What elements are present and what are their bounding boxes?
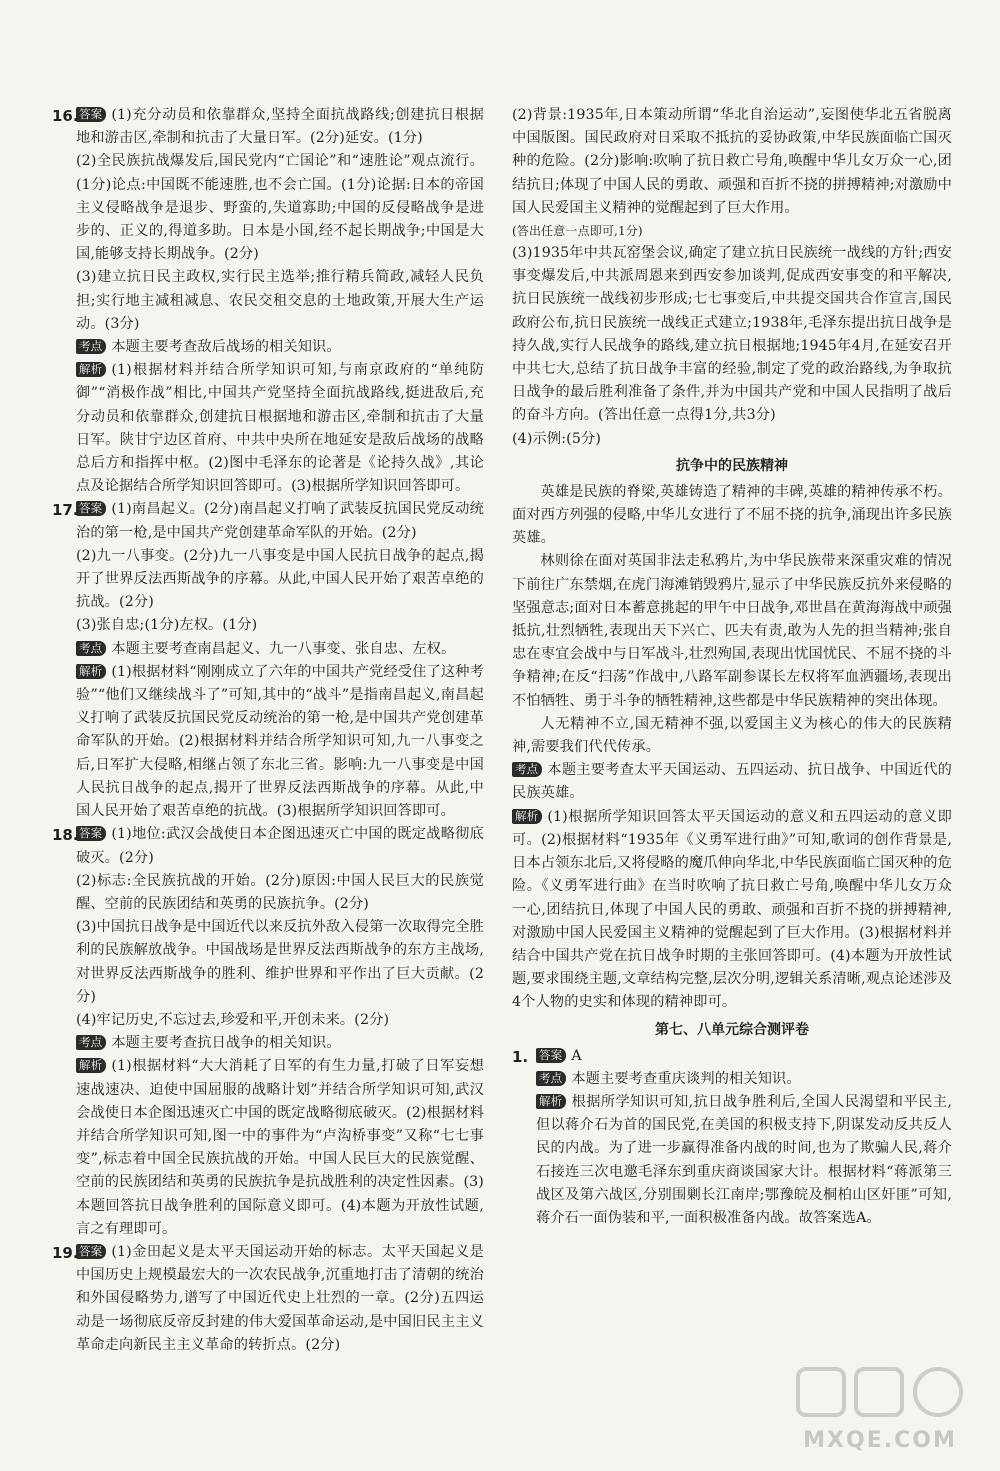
section-title: 第七、八单元综合测评卷 [655, 1021, 809, 1038]
jiexi-tag: 解析 [76, 362, 106, 377]
essay-title: 抗争中的民族精神 [676, 457, 788, 474]
answer-tag: 答案 [76, 501, 106, 516]
answer-tag: 答案 [76, 107, 106, 122]
jiexi-text: (1)根据材料并结合所学知识可知,与南京政府的“单纯防御”“消极作战”相比,中国共产党坚持全面抗战路线,挺进敌后,充分动员和依靠群众,创建抗日根据地和游击区,牵制和抗击了大量日军。陕甘宁边区首府、中共中央所在地延安是敌后战场的战略总后方和指挥中枢。(2)图中毛泽东的论著是《论持久战》,其论点及论据结合所学知识回答即可。(3)根据所学知识回答即可。 [76, 362, 484, 495]
essay-paragraph: 人无精神不立,国无精神不强,以爱国主义为核心的伟大的民族精神,需要我们代代传承。 [512, 715, 952, 756]
answer-tag: 答案 [76, 1244, 106, 1259]
essay-paragraph: 英雄是民族的脊梁,英雄铸造了精神的丰碑,英雄的精神传承不朽。面对西方列强的侵略,中华儿女进行了不屈不挠的抗争,涌现出许多民族英雄。 [512, 483, 952, 547]
kaodian-text: 本题主要考查敌后战场的相关知识。 [111, 339, 341, 356]
kaodian-text: 本题主要考查重庆谈判的相关知识。 [571, 1070, 801, 1087]
jiexi-text: (1)根据材料“大大消耗了日军的有生力量,打破了日军妄想速战速决、迫使中国屈服的战略计划”并结合所学知识可知,武汉会战使日本企图迅速灭亡中国的既定战略彻底破灭。(2)根据材料并结合所学知识可知,图一中的事件为“卢沟桥事变”又称“七七事变”,标志着中国全民族抗战的开始。中国人民巨大的民族觉醒、空前的民族团结和英勇的民族抗争是抗战胜利的决定性因素。(3)本题回答抗日战争胜利的国际意义即可。(4)本题为开放性试题,言之有理即可。 [76, 1058, 484, 1237]
kaodian-tag: 考点 [512, 762, 542, 777]
question-number: 1. [512, 1047, 529, 1066]
question-18 [52, 823, 484, 1241]
question-19 [52, 1241, 484, 1357]
question-number: 19. [52, 1243, 79, 1262]
answer-text: (4)牢记历史,不忘过去,珍爱和平,开创未来。(2分) [76, 1011, 390, 1028]
answer-text: (3)中国抗日战争是中国近代以来反抗外敌入侵第一次取得完全胜利的民族解放战争。中国战场是世界反法西斯战争的东方主战场,对世界反法西斯战争的胜利、维护世界和平作出了巨大贡献。(2分) [76, 919, 484, 1005]
jiexi-tag: 解析 [536, 1094, 566, 1109]
answer-text: (3)张自忠;(1分)左权。(1分) [76, 617, 258, 634]
question-number: 17. [52, 501, 79, 520]
jiexi-text: (1)根据材料“刚刚成立了六年的中国共产党经受住了这种考验”“他们又继续战斗了”可知,其中的“战斗”是指南昌起义,南昌起义打响了武装反抗国民党反动统治的第一枪,是中国共产党创建革命军队的开始。(2)根据材料并结合所学知识可知,九一八事变之后,日军扩大侵略,相继占领了东北三省。影响:九一八事变是中国人民抗日战争的起点,揭开了世界反法西斯战争的序幕。从此,中国人民开始了艰苦卓绝的抗战。(3)根据所学知识回答即可。 [76, 663, 484, 820]
answer-text: (2)标志:全民族抗战的开始。(2分)原因:中国人民巨大的民族觉醒、空前的民族团结和英勇的民族抗争。(2分) [76, 872, 484, 912]
answer-tag: 答案 [76, 826, 106, 841]
kaodian-tag: 考点 [76, 641, 106, 656]
kaodian-tag: 考点 [76, 339, 106, 354]
jiexi-tag: 解析 [76, 1058, 106, 1073]
left-column [52, 104, 484, 1357]
answer-text: (2)全民族抗战爆发后,国民党内“亡国论”和“速胜论”观点流行。(1分)论点:中国既不能速胜,也不会亡国。(1分)论据:日本的帝国主义侵略战争是退步、野蛮的,失道寡助;中国的反侵略战争是进步的、正义的,得道多助。日本是小国,经不起长期战争;中国是大国,能够支持长期战争。(2分) [76, 153, 484, 263]
answer-text: (2)背景:1935年,日本策动所谓“华北自治运动”,妄图使华北五省脱离中国版图。国民政府对日采取不抵抗的妥协政策,中华民族面临亡国灭种的危险。(2分)影响:吹响了抗日救亡号角,唤醒中华儿女万众一心,团结抗日;体现了中国人民的勇敢、顽强和百折不挠的拼搏精神;对激励中国人民爱国主义精神的觉醒起到了巨大作用。 [512, 107, 952, 216]
jiexi-tag: 解析 [512, 809, 542, 824]
kaodian-tag: 考点 [76, 1035, 106, 1050]
jiexi-tag: 解析 [76, 664, 106, 679]
question-number: 16. [52, 107, 79, 125]
watermark-icon [790, 1363, 970, 1423]
question-16 [52, 104, 484, 498]
watermark-logo [790, 1363, 970, 1453]
question-number: 18. [52, 826, 79, 845]
answer-text: (3)1935年中共瓦窑堡会议,确定了建立抗日民族统一战线的方针;西安事变爆发后,中共派周恩来到西安参加谈判,促成西安事变的和平解决,抗日民族统一战线初步形成;七七事变后,中共提交国共合作宣言,国民政府公布,抗日民族统一战线正式建立;1938年,毛泽东提出抗日战争是持久战,实行人民战争的路线,建立抗日根据地;1945年4月,在延安召开中共七大,总结了抗日战争丰富的经验,制定了党的政治路线,为争取抗日战争的最后胜利准备了条件,并为中国共产党和中国人民指明了战后的奋斗方向。(答出任意一点得1分,共3分) [512, 245, 952, 424]
right-column [512, 104, 952, 1230]
kaodian-text: 本题主要考查抗日战争的相关知识。 [111, 1035, 341, 1052]
jiexi-text: (1)根据所学知识回答太平天国运动的意义和五四运动的意义即可。(2)根据材料“1935年《义勇军进行曲》”可知,歌词的创作背景是,日本占领东北后,又将侵略的魔爪伸向华北,中华民族面临亡国灭种的危险。《义勇军进行曲》在当时吹响了抗日救亡号角,唤醒中华儿女万众一心,团结抗日,体现了中国人民的勇敢、顽强和百折不挠的拼搏精神,对激励中国人民爱国主义精神的觉醒起到了巨大作用。(3)根据材料并结合中国共产党在抗日战争时期的主张回答即可。(4)本题为开放性试题,要求围绕主题,文章结构完整,层次分明,逻辑关系清晰,观点论述涉及4个人物的史实和体现的精神即可。 [512, 808, 952, 1011]
answer-text: (1)充分动员和依靠群众,坚持全面抗战路线;创建抗日根据地和游击区,牵制和抗击了大量日军。(2分)延安。(1分) [76, 107, 484, 147]
question-19-continued [512, 104, 952, 1015]
answer-text: A [571, 1047, 582, 1064]
jiexi-text: 根据所学知识可知,抗日战争胜利后,全国人民渴望和平民主,但以蒋介石为首的国民党,在美国的积极支持下,阴谋发动反共反人民的内战。为了进一步赢得准备内战的时间,也为了欺骗人民,蒋介石接连三次电邀毛泽东到重庆商谈国家大计。根据材料“蒋派第三战区及第六战区,分别围剿长江南岸;鄂豫皖及桐柏山区奸匪”可知,蒋介石一面伪装和平,一面积极准备内战。故答案选A。 [536, 1093, 952, 1226]
answer-text: (1)金田起义是太平天国运动开始的标志。太平天国起义是中国历史上规模最宏大的一次农民战争,沉重地打击了清朝的统治和外国侵略势力,谱写了中国近代史上壮烈的一章。(2分)五四运动是一场彻底反帝反封建的伟大爱国革命运动,是中国旧民主主义革命走向新民主主义革命的转折点。(2分) [76, 1243, 484, 1353]
answer-text: (1)地位:武汉会战使日本企图迅速灭亡中国的既定战略彻底破灭。(2分) [76, 826, 484, 866]
answer-tag: 答案 [536, 1048, 566, 1063]
kaodian-text: 本题主要考查太平天国运动、五四运动、抗日战争、中国近代的民族英雄。 [512, 762, 952, 802]
answer-text: (3)建立抗日民主政权,实行民主选举;推行精兵简政,减轻人民负担;实行地主减租减息、农民交租交息的土地政策,开展大生产运动。(3分) [76, 269, 484, 332]
question-1 [512, 1045, 952, 1231]
essay-paragraph: 林则徐在面对英国非法走私鸦片,为中华民族带来深重灾难的情况下前往广东禁烟,在虎门海滩销毁鸦片,显示了中华民族反抗外来侵略的坚强意志;面对日本蓄意挑起的甲午中日战争,邓世昌在黄海海战中顽强抵抗,壮烈牺牲,表现出天下兴亡、匹夫有责,敢为人先的担当精神;张自忠在枣宜会战中与日军战斗,壮烈殉国,表现出忧国忧民、不屈不挠的斗争精神;在反“扫荡”作战中,八路军副参谋长左权将军血洒疆场,表现出不怕牺牲、勇于斗争的牺牲精神,这些都是中华民族精神的突出体现。 [512, 553, 952, 709]
answer-text: (4)示例:(5分) [512, 430, 602, 447]
kaodian-text: 本题主要考查南昌起义、九一八事变、张自忠、左权。 [111, 640, 456, 657]
kaodian-tag: 考点 [536, 1071, 566, 1086]
answer-note: (答出任意一点即可,1分) [512, 224, 643, 239]
question-17 [52, 498, 484, 823]
answer-text: (2)九一八事变。(2分)九一八事变是中国人民抗日战争的起点,揭开了世界反法西斯战争的序幕。从此,中国人民开始了艰苦卓绝的抗战。(2分) [76, 547, 484, 611]
watermark-text: MXQE.COM [803, 1428, 957, 1453]
answer-text: (1)南昌起义。(2分)南昌起义打响了武装反抗国民党反动统治的第一枪,是中国共产党创建革命军队的开始。(2分) [76, 501, 484, 541]
